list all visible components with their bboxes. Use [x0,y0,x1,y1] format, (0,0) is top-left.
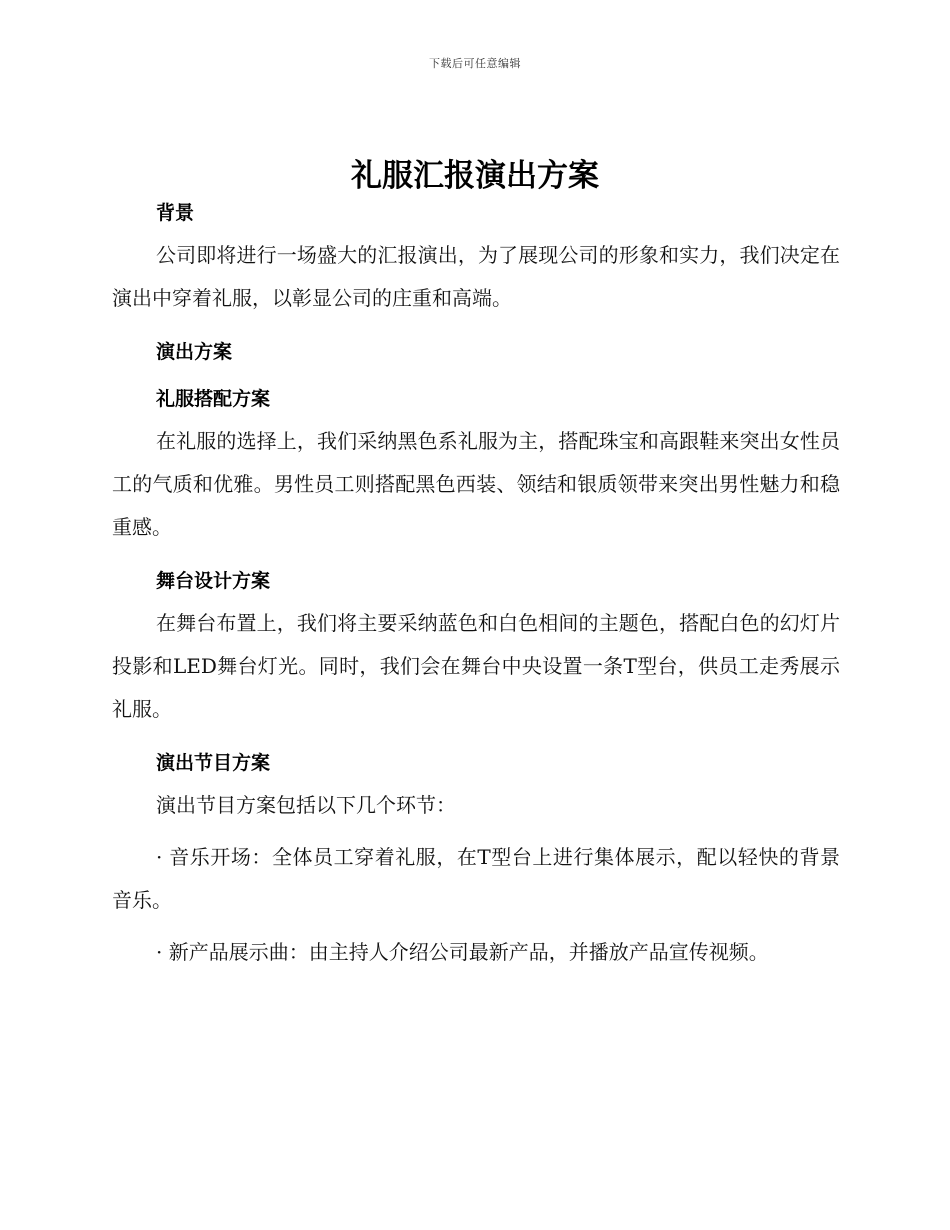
program-item: · 新产品展示曲：由主持人介绍公司最新产品，并播放产品宣传视频。 [156,940,769,964]
background-paragraph: 公司即将进行一场盛大的汇报演出，为了展现公司的形象和实力，我们决定在演出中穿着礼服，以彰显公司的庄重和高端。 [112,243,840,310]
program-intro-paragraph: 演出节目方案包括以下几个环节： [156,793,456,817]
document-title: 礼服汇报演出方案 [351,158,599,194]
dress-paragraph: 在礼服的选择上，我们采纳黑色系礼服为主，搭配珠宝和高跟鞋来突出女性员工的气质和优雅。男性员工则搭配黑色西装、领结和银质领带来突出男性魅力和稳重感。 [112,429,840,539]
section-heading-dress: 礼服搭配方案 [156,388,271,410]
section-heading-plan: 演出方案 [156,341,233,363]
stage-paragraph: 在舞台布置上，我们将主要采纳蓝色和白色相间的主题色，搭配白色的幻灯片投影和LED舞台灯光。同时，我们会在舞台中央设置一条T型台，供员工走秀展示礼服。 [112,611,840,721]
section-heading-background: 背景 [156,202,195,224]
header-note: 下载后可任意编辑 [429,57,521,70]
section-heading-program: 演出节目方案 [156,752,271,774]
document-body [112,198,840,974]
program-item: · 音乐开场：全体员工穿着礼服，在T型台上进行集体展示，配以轻快的背景音乐。 [112,845,840,912]
section-heading-stage: 舞台设计方案 [156,570,271,592]
